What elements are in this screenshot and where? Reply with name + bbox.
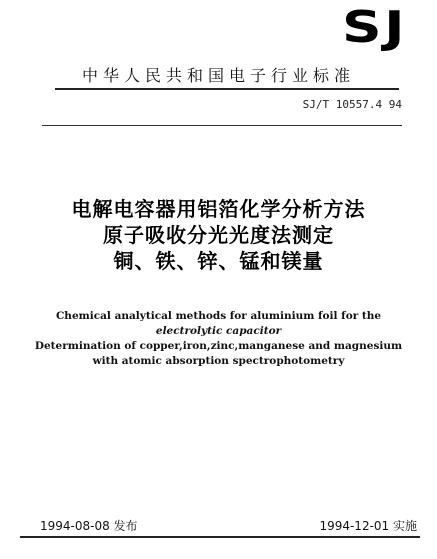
english-title-line-2: electrolytic capacitor — [155, 325, 282, 337]
chinese-title-line-1: 电解电容器用铝箔化学分析方法 — [71, 197, 366, 221]
bottom-rule — [20, 536, 420, 538]
chinese-title-line-2: 原子吸收分光光度法测定 — [103, 223, 334, 247]
chinese-title — [0, 196, 437, 274]
effective-date: 1994-12-01 实施 — [319, 519, 417, 533]
top-rule — [55, 88, 399, 90]
standard-code: SJ/T 10557.4 94 — [302, 98, 402, 111]
english-title — [0, 309, 437, 369]
english-title-line-3: Determination of copper,iron,zinc,manganese and magnesium — [34, 340, 403, 352]
english-title-line-1: Chemical analytical methods for aluminium foil for the — [55, 310, 382, 322]
standard-name: 中华人民共和国电子行业标准 — [81, 66, 355, 85]
chinese-title-line-3: 铜、铁、锌、锰和镁量 — [113, 249, 324, 273]
english-title-line-4: with atomic absorption spectrophotometry — [92, 355, 345, 367]
sj-logo: SJ — [341, 2, 407, 53]
issue-date: 1994-08-08 发布 — [40, 519, 138, 533]
header-divider — [42, 125, 402, 126]
